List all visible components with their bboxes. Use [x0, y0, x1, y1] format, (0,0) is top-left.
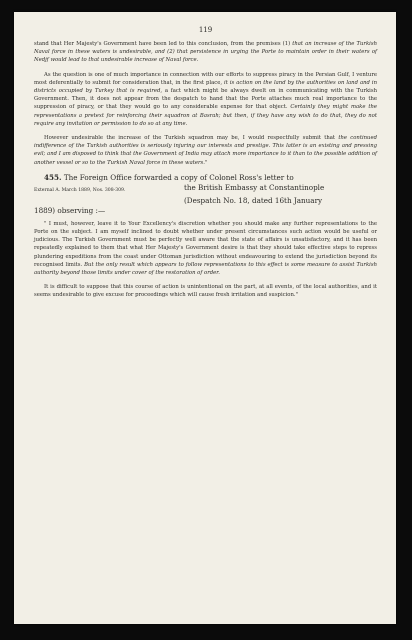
emphasized-text: But the only result which appears to follow representations to this effect is some measure to assist Turkish authority beyond those limits under cover of the restoration of order. [34, 261, 377, 277]
paragraph-text: , a fact which might be always dwelt on in communicating with the Turkish Government. Then, it does not appear from the despatch to hand that the Porte attaches much real importance to the suppression of piracy, or that they would go to any considerable expense for that object. [34, 88, 377, 111]
section-line: 1889) observing :— [34, 205, 106, 215]
section-line: the British Embassy at Constantinople [184, 182, 325, 192]
paragraph-text: stand that Her Majesty's Government have been led to this conclusion, from the premises (1) [34, 41, 293, 47]
document-page [14, 12, 396, 624]
quote-text: " I must, however, leave it to Your Excellency's discretion whether you should make any further representations to the Porte on the subject. I am myself inclined to doubt whether under present circumstances such action would be useful or judicious. The Turkish Government must be perfectly well aware that the state of affairs is unsatisfactory, and it has been repeatedly explained to them that what Her Majesty's Government desire is that they should take effective steps to repress plundering expeditions from the coast under Ottoman jurisdiction without endeavouring to extend the jurisdiction beyond its recognised limits. [34, 220, 377, 268]
emphasized-text: that an increase of the Turkish Naval force in these waters is undesirable, and (2) that persistence in urging the Porte to maintain order in their waters of Nedjf would lead to that undesirable increase of Naval force. [34, 41, 378, 64]
paragraph-text: As the question is one of much importance in connection with our efforts to suppress piracy in the Persian Gulf, I venture most deferentially to submit for consideration that, in the first place, [34, 71, 377, 86]
page-number: 119 [198, 26, 213, 34]
emphasized-text: it is action on the land by the authorities on land and in districts occupied by Turkey that is required [34, 79, 377, 95]
paragraph-text: However undesirable the increase of the Turkish squadron may be, I would respectfully submit that [44, 135, 339, 142]
paragraph-piracy-question [34, 71, 377, 128]
emphasized-text: Certainly they might make the representations a pretext for reinforcing their squadron at Basrah; but then, if they have any wish to do that, they do not require any invitation or permission to do so at any time. [34, 104, 377, 127]
section-line: (Despatch No. 18, dated 16th January [184, 195, 323, 205]
page-content [34, 26, 377, 306]
section-number: 455. [44, 172, 62, 182]
section-heading [34, 173, 377, 183]
quoted-paragraph-closing: It is difficult to suppose that this course of action is unintentional on the part, at all events, of the local authorities, and it seems undesirable to give excuse for proceedings which will cause fresh irritation and suspicion." [34, 284, 377, 299]
quoted-paragraph [34, 220, 377, 277]
section-reference-row [34, 183, 377, 196]
emphasized-text: the continued indifference of the Turkish authorities is seriously injuring our interests and prestige. This latter is an existing and pressing evil; and I am disposed to think that the Government of India may attach more importance to it than to the possible addition of another vessel or so to the Turkish Naval force in these waters [34, 135, 377, 166]
section-line: The Foreign Office forwarded a copy of Colonel Ross's letter to [63, 172, 294, 182]
marginal-reference: External A. March 1889, Nos. 308-309. [34, 187, 126, 193]
paragraph-continuation [34, 40, 377, 65]
paragraph-turkish-squadron: However undesirable the increase of the Turkish squadron may be, I would respectfully submit that the continued indifference of the Turkish authorities is seriously injuring our interests and prestige. This latter is an existing and pressing evil; and I am disposed to think that the Government of India may attach more importance to it than to the possible addition of another vessel or so to the Turkish Naval force in these waters." [34, 135, 377, 166]
